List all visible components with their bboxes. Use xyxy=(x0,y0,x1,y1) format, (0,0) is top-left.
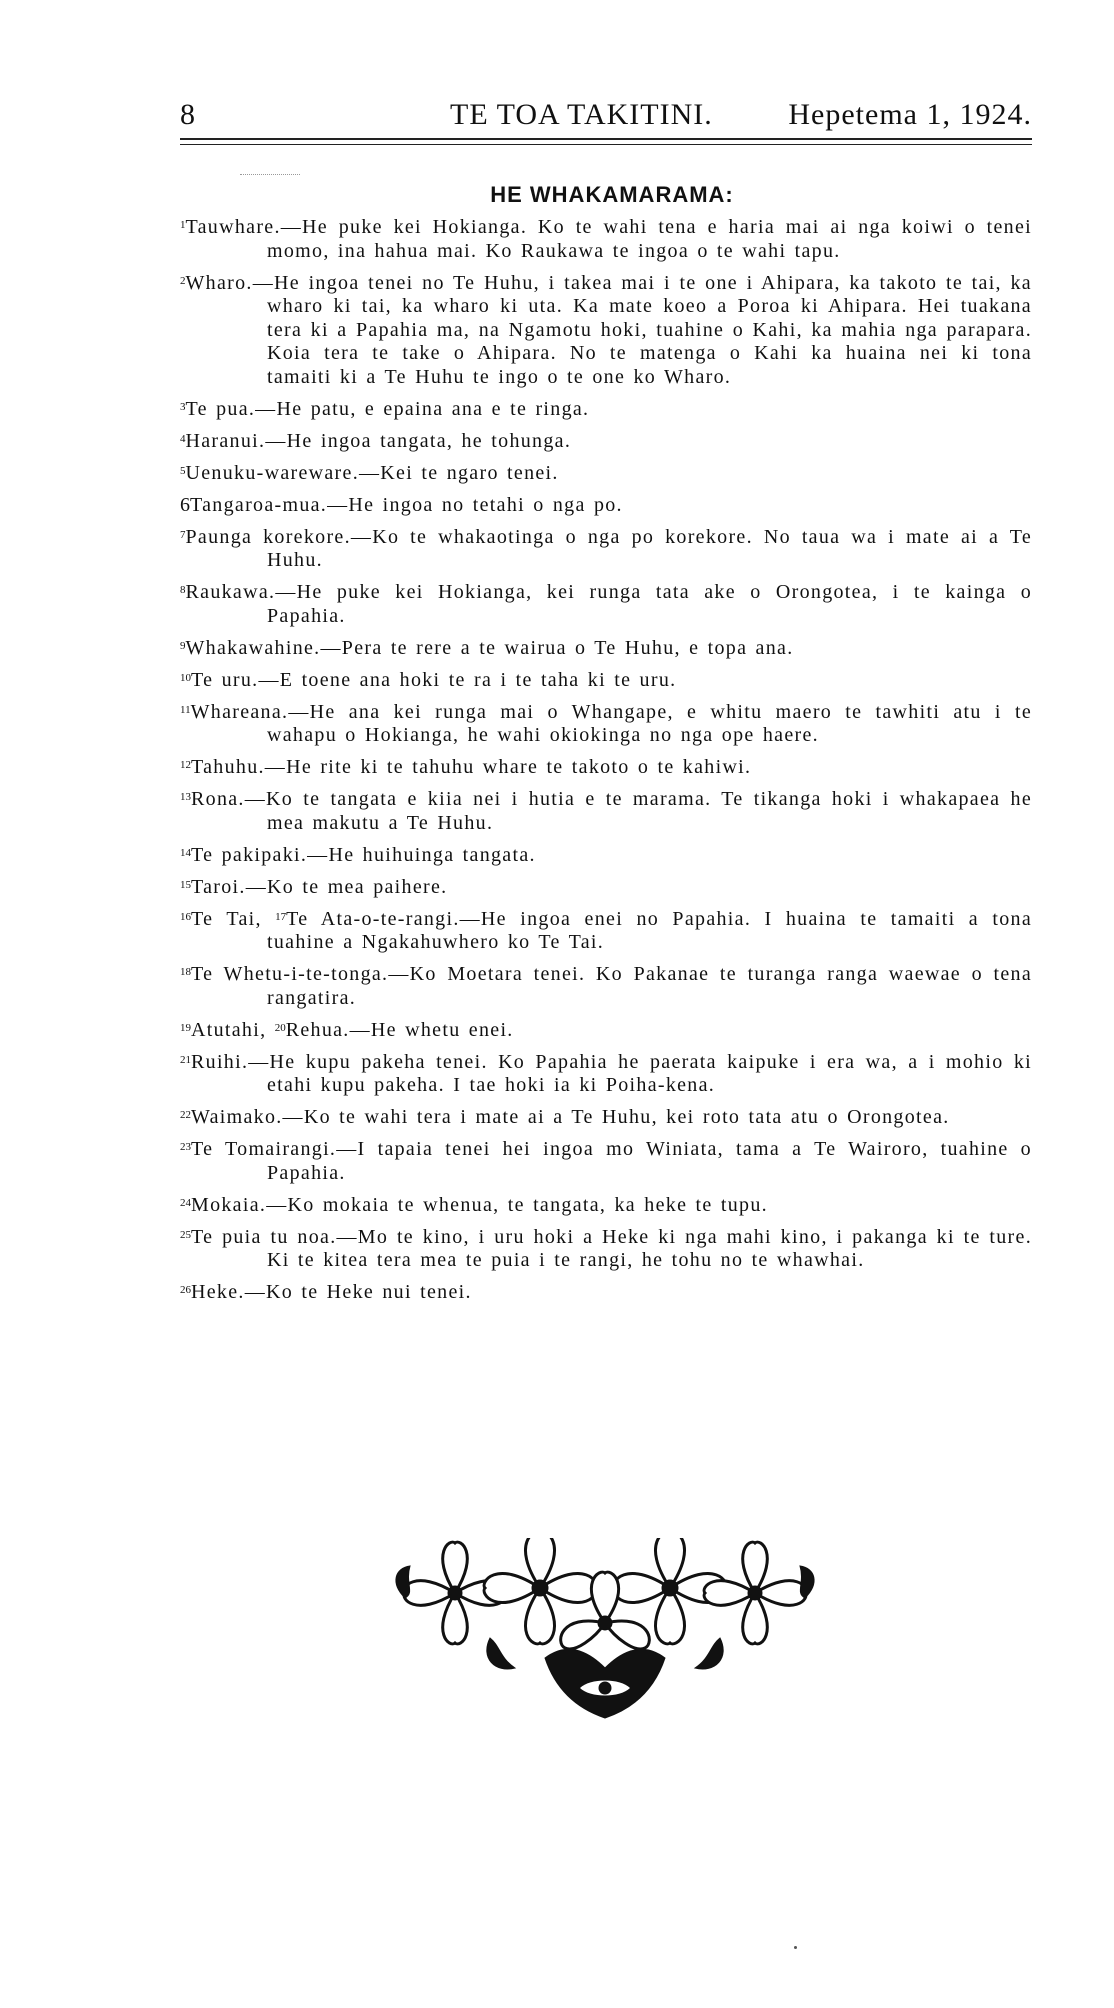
note-number: 18 xyxy=(180,966,191,978)
note-text: Raukawa.—He puke kei Hokianga, kei runga tata ake o Orongotea, i te kainga o Papahia. xyxy=(185,581,1032,627)
glossary-note xyxy=(180,430,1032,454)
glossary-note xyxy=(180,756,1032,780)
note-number: 22 xyxy=(180,1109,191,1121)
running-head xyxy=(180,98,1032,138)
glossary-note xyxy=(180,581,1032,628)
note-text: Tangaroa-mua.—He ingoa no tetahi o nga po. xyxy=(190,493,623,516)
note-text: Te Tai, xyxy=(191,907,276,930)
note-number: 11 xyxy=(180,703,191,716)
note-number: 1 xyxy=(180,219,186,231)
glossary-note xyxy=(180,398,1032,422)
note-number: 20 xyxy=(274,1021,286,1034)
floral-tailpiece-icon xyxy=(385,1538,825,1728)
note-number: 3 xyxy=(180,400,186,413)
note-number: 17 xyxy=(275,910,287,923)
glossary-note xyxy=(180,494,1032,518)
note-number: 15 xyxy=(180,878,191,891)
glossary-note xyxy=(180,1281,1032,1305)
header-rule xyxy=(180,138,1032,140)
note-number: 21 xyxy=(180,1053,191,1066)
issue-date: Hepetema 1, 1924. xyxy=(788,98,1032,131)
note-text: Taroi.—Ko te mea paihere. xyxy=(191,875,448,898)
note-text: Ruihi.—He kupu pakeha tenei. Ko Papahia he paerata kaipuke i era wa, a i mohio ki etahi kupu pakeha. I tae hoki ia ki Poiha-kena. xyxy=(191,1050,1032,1096)
note-number: 8 xyxy=(180,584,186,596)
glossary-note xyxy=(180,1106,1032,1130)
note-number: 10 xyxy=(180,671,191,684)
note-text: Te pua.—He patu, e epaina ana e te ringa. xyxy=(185,397,590,420)
print-speck xyxy=(794,1946,797,1949)
note-text: Haranui.—He ingoa tangata, he tohunga. xyxy=(185,429,572,452)
print-speck xyxy=(240,174,300,177)
note-number: 12 xyxy=(180,759,191,771)
glossary-note xyxy=(180,462,1032,486)
note-text: Te Tomairangi.—I tapaia tenei hei ingoa mo Winiata, tama a Te Wairoro, tuahine o Papahia. xyxy=(191,1138,1032,1184)
page-number: 8 xyxy=(180,98,196,131)
note-text: Rehua.—He whetu enei. xyxy=(285,1018,514,1041)
note-number: 24 xyxy=(180,1196,191,1209)
note-text: Tauwhare.—He puke kei Hokianga. Ko te wahi tena e haria mai ai nga koiwi o tenei momo, ina hahua mai. Ko Raukawa te ingoa o te wahi tapu. xyxy=(185,216,1032,262)
glossary-note xyxy=(180,844,1032,868)
glossary-note xyxy=(180,908,1032,955)
note-number: 4 xyxy=(180,432,186,445)
glossary-note xyxy=(180,526,1032,573)
glossary-note xyxy=(180,669,1032,693)
note-number: 5 xyxy=(180,464,186,477)
note-number: 19 xyxy=(180,1021,191,1034)
glossary-note xyxy=(180,1226,1032,1273)
note-number: 13 xyxy=(180,791,191,803)
glossary-note xyxy=(180,1051,1032,1098)
note-text: Whareana.—He ana kei runga mai o Whangape, e whitu maero te tawhiti atu i te wahapu o Hokianga, he wahi okiokinga no nga ope haere. xyxy=(190,700,1032,746)
glossary-note xyxy=(180,876,1032,900)
note-text: Uenuku-wareware.—Kei te ngaro tenei. xyxy=(185,461,559,484)
note-text: Waimako.—Ko te wahi tera i mate ai a Te Huhu, kei roto tata atu o Orongotea. xyxy=(191,1106,950,1128)
glossary-note xyxy=(180,637,1032,661)
note-text: Atutahi, xyxy=(191,1018,275,1041)
note-text: Paunga korekore.—Ko te whakaotinga o nga po korekore. No taua wa i mate ai a Te Huhu. xyxy=(185,525,1032,571)
note-text: Rona.—Ko te tangata e kiia nei i hutia e te marama. Te tikanga hoki i whakapaea he mea makutu a Te Huhu. xyxy=(191,788,1032,834)
glossary-note xyxy=(180,1019,1032,1043)
glossary-notes xyxy=(180,216,1032,1313)
note-text: Te Ata-o-te-rangi.—He ingoa enei no Papahia. I huaina te tamaiti a tona tuahine a Ngakahuwhero ko Te Tai. xyxy=(267,907,1033,953)
note-text: Te puia tu noa.—Mo te kino, i uru hoki a Heke ki nga mahi kino, i pakanga ki te ture. Ki te kitea tera mea te puia i te rangi, he tohu no te whawhai. xyxy=(191,1225,1032,1271)
glossary-note xyxy=(180,701,1032,748)
note-number: 6 xyxy=(180,493,190,516)
note-text: Whakawahine.—Pera te rere a te wairua o Te Huhu, e topa ana. xyxy=(185,636,794,659)
note-number: 25 xyxy=(180,1228,191,1241)
header-rule-thin xyxy=(180,144,1032,145)
note-number: 7 xyxy=(180,528,186,541)
note-text: Heke.—Ko te Heke nui tenei. xyxy=(191,1281,472,1303)
glossary-note xyxy=(180,1138,1032,1185)
note-number: 14 xyxy=(180,846,191,859)
note-text: Te uru.—E toene ana hoki te ra i te taha ki te uru. xyxy=(191,668,677,691)
note-number: 26 xyxy=(180,1284,191,1296)
note-text: Te pakipaki.—He huihuinga tangata. xyxy=(191,843,536,866)
note-number: 9 xyxy=(180,639,186,652)
note-text: Tahuhu.—He rite ki te tahuhu whare te takoto o te kahiwi. xyxy=(191,756,752,778)
note-text: Mokaia.—Ko mokaia te whenua, te tangata, ka heke te tupu. xyxy=(191,1193,768,1216)
note-number: 23 xyxy=(180,1141,191,1153)
glossary-note xyxy=(180,1194,1032,1218)
note-number: 16 xyxy=(180,910,191,923)
glossary-note xyxy=(180,216,1032,263)
note-text: Te Whetu-i-te-tonga.—Ko Moetara tenei. Ko Pakanae te turanga ranga waewae o tena rangatira. xyxy=(191,963,1032,1009)
section-heading: HE WHAKAMARAMA: xyxy=(490,182,734,207)
journal-title: TE TOA TAKITINI. xyxy=(450,98,713,131)
glossary-note xyxy=(180,788,1032,835)
note-number: 2 xyxy=(180,274,186,287)
glossary-note xyxy=(180,963,1032,1010)
note-text: Wharo.—He ingoa tenei no Te Huhu, i takea mai i te one i Ahipara, ka takoto te tai, ka wharo ki tai, ka wharo ki uta. Ka mate koeo a Poroa ki Ahipara. Hei tuakana tera ki a Papahia ma, na Ngamotu hoki, tuahine o Kahi, ka mahia nga parapara. Koia tera te take o Ahipara. No te matenga o Kahi ka huaina nei ki tona tamaiti ki a Te Huhu te ingo o te one ko Wharo. xyxy=(185,271,1032,388)
glossary-note xyxy=(180,272,1032,390)
